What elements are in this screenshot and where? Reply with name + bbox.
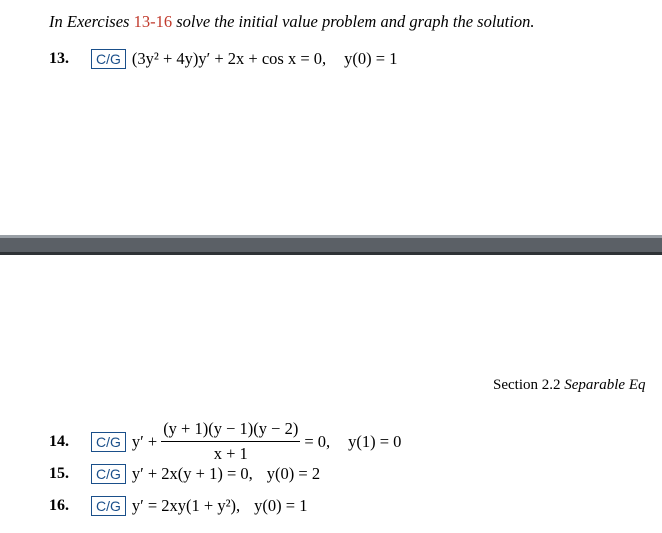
exercise-number: 14. bbox=[49, 432, 69, 450]
page-divider bbox=[0, 235, 662, 255]
divider-highlight bbox=[0, 235, 662, 238]
fraction-denominator: x + 1 bbox=[213, 444, 248, 463]
computer-graphics-tag: C/G bbox=[91, 432, 126, 452]
computer-graphics-tag: C/G bbox=[91, 464, 126, 484]
exercise-number: 16. bbox=[49, 497, 69, 514]
instructions-suffix: solve the initial value problem and graph the solution. bbox=[172, 12, 535, 31]
fraction-numerator: (y + 1)(y − 1)(y − 2) bbox=[161, 419, 300, 442]
running-head bbox=[493, 377, 645, 394]
section-label: Section 2.2 bbox=[493, 377, 565, 393]
equation-rhs: = 0, bbox=[304, 431, 331, 451]
exercise-equation: y′ = 2xy(1 + y²), bbox=[131, 496, 241, 515]
exercise-13 bbox=[49, 49, 397, 69]
exercise-equation: (3y² + 4y)y′ + 2x + cos x = 0, bbox=[131, 49, 327, 68]
fraction bbox=[161, 419, 300, 464]
equation-lhs: y′ + bbox=[131, 431, 158, 451]
exercise-instructions bbox=[49, 12, 534, 32]
exercise-number: 13. bbox=[49, 50, 69, 67]
instructions-prefix: In Exercises bbox=[49, 12, 134, 31]
exercise-equation: y′ + 2x(y + 1) = 0, bbox=[131, 464, 253, 483]
computer-graphics-tag: C/G bbox=[91, 496, 126, 516]
exercise-number: 15. bbox=[49, 465, 69, 482]
exercise-16 bbox=[49, 496, 307, 516]
computer-graphics-tag: C/G bbox=[91, 49, 126, 69]
initial-condition: y(0) = 1 bbox=[254, 496, 308, 515]
divider-shadow bbox=[0, 252, 662, 255]
exercise-14 bbox=[49, 419, 401, 464]
exercise-15 bbox=[49, 464, 320, 484]
exercise-range-link[interactable]: 13-16 bbox=[133, 12, 173, 31]
initial-condition: y(0) = 1 bbox=[344, 49, 398, 68]
section-title: Separable Eq bbox=[564, 377, 646, 393]
initial-condition: y(0) = 2 bbox=[266, 464, 321, 483]
initial-condition: y(1) = 0 bbox=[348, 431, 402, 451]
